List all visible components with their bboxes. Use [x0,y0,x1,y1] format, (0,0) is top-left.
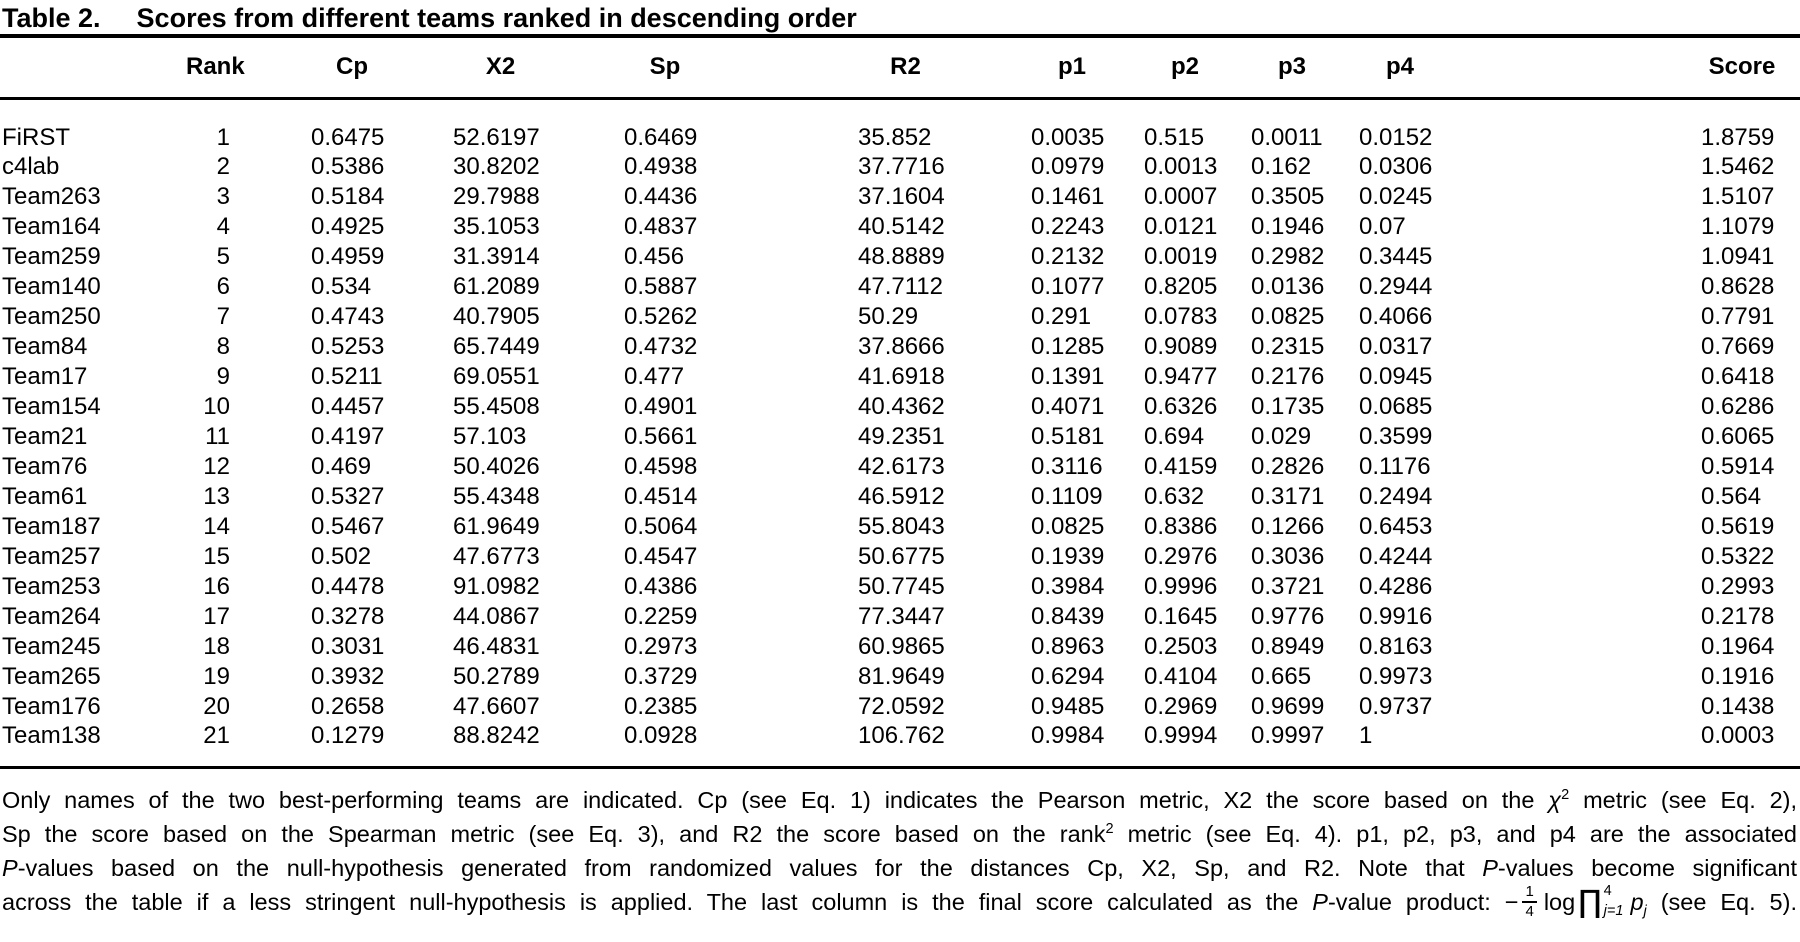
value-cell: 0.4386 [624,572,698,600]
value-cell: 60.9865 [858,632,945,660]
team-name-cell: Team154 [2,392,101,420]
value-cell: 0.4837 [624,212,698,240]
value-cell: 0.456 [624,242,685,270]
value-cell: 0.2826 [1251,452,1325,480]
value-cell: 0.9994 [1144,721,1218,749]
value-cell: 0.1266 [1251,512,1325,540]
value-cell: 81.9649 [858,662,945,690]
value-cell: 0.8963 [1031,632,1105,660]
value-cell: 11 [205,422,230,450]
value-cell: 46.4831 [453,632,540,660]
formula-product: ∏ 4 j=1 [1578,883,1624,920]
value-cell: 0.8205 [1144,272,1218,300]
value-cell: 50.29 [858,302,919,330]
value-cell: 0.2259 [624,602,698,630]
value-cell: 0.2976 [1144,542,1218,570]
table-title [0,0,1800,34]
value-cell: 52.6197 [453,123,540,151]
table-row [0,332,1800,362]
team-name-cell: Team17 [2,362,88,390]
value-cell: 0.534 [311,272,372,300]
value-cell: 0.3721 [1251,572,1325,600]
column-header-p3: p3 [1238,36,1346,98]
value-cell: 0.2982 [1251,242,1325,270]
footnote-line: Only names of the two best-performing teams are indicated. Cp (see Eq. 1) indicates the Pearson metric, X2 the score based on the $\chi^2$ metric (see Eq. 2), [2,786,1797,813]
team-name-cell: Team61 [2,482,88,510]
team-name-cell: Team164 [2,212,101,240]
value-cell: 0.0035 [1031,123,1105,151]
value-cell: 0.5211 [311,362,383,390]
table-row [0,632,1800,662]
team-name-cell: Team187 [2,512,101,540]
team-name-cell: c4lab [2,152,60,180]
table-caption: Scores from different teams ranked in descending order [136,3,857,33]
value-cell: 0.3505 [1251,182,1325,210]
table-row [0,452,1800,482]
value-cell: 6 [216,272,230,300]
value-cell: 0.0245 [1359,182,1433,210]
value-cell: 55.4508 [453,392,540,420]
value-cell: 0.1438 [1701,692,1775,720]
value-cell: 0.6286 [1701,392,1775,420]
table-row [0,722,1800,768]
table-row [0,392,1800,422]
footnote-line: Sp the score based on the Spearman metric (see Eq. 3), and R2 the score based on the rank$^2$ metric (see Eq. 4). p1, p2, p3, and p4 are the associated [2,820,1797,847]
value-cell: 0.4514 [624,482,698,510]
value-cell: 0.1109 [1031,482,1103,510]
column-header-rank: Rank [186,36,271,98]
value-cell: 55.4348 [453,482,540,510]
value-cell: 1.5462 [1701,152,1775,180]
table-row [0,272,1800,302]
value-cell: 0.4286 [1359,572,1433,600]
team-name-cell: Team176 [2,692,101,720]
value-cell: 0.6294 [1031,662,1105,690]
value-cell: 0.6065 [1701,422,1775,450]
value-cell: 0.2178 [1701,602,1775,630]
team-name-cell: Team265 [2,662,101,690]
value-cell: 0.0007 [1144,182,1218,210]
value-cell: 0.1645 [1144,602,1218,630]
value-cell: 37.7716 [858,152,945,180]
value-cell: 0.4901 [624,392,698,420]
value-cell: 0.8949 [1251,632,1325,660]
value-cell: 0.0013 [1144,152,1218,180]
table-row [0,512,1800,542]
value-cell: 0.07 [1359,212,1406,240]
value-cell: 0.3932 [311,662,385,690]
value-cell: 0.0825 [1251,302,1325,330]
column-header-p4: p4 [1346,36,1571,98]
value-cell: 48.8889 [858,242,945,270]
value-cell: 0.5064 [624,512,698,540]
score-formula [1505,884,1647,920]
value-cell: 0.5327 [311,482,385,510]
column-header-score: Score [1571,36,1800,98]
value-cell: 0.5322 [1701,542,1775,570]
value-cell: 0.0011 [1251,123,1323,151]
value-cell: 0.3278 [311,602,385,630]
value-cell: 0.291 [1031,302,1092,330]
footnote-line: across the table if a less stringent null-hypothesis is applied. The last column is the final score calculated as the P-value product: − $\frac{1}{4}$ log ∏ 4 j=1 $p_j$ (see Eq. 5). [2,883,1797,921]
value-cell: 0.9916 [1359,602,1433,630]
value-cell: 0.1946 [1251,212,1325,240]
value-cell: 50.7745 [858,572,945,600]
value-cell: 0.1939 [1031,542,1105,570]
value-cell: 0.469 [311,452,372,480]
table-row [0,182,1800,212]
value-cell: 10 [203,392,230,420]
value-cell: 0.0003 [1701,721,1775,749]
value-cell: 9 [216,362,230,390]
formula-log: log [1543,888,1576,915]
value-cell: 0.1391 [1031,362,1105,390]
value-cell: 0.5914 [1701,452,1775,480]
value-cell: 0.1916 [1701,662,1775,690]
value-cell: 0.9984 [1031,721,1105,749]
value-cell: 0.1964 [1701,632,1775,660]
value-cell: 0.1176 [1359,452,1431,480]
value-cell: 0.4925 [311,212,385,240]
value-cell: 0.3445 [1359,242,1433,270]
value-cell: 0.0019 [1144,242,1218,270]
table-row [0,98,1800,152]
value-cell: 50.4026 [453,452,540,480]
value-cell: 0.4066 [1359,302,1433,330]
value-cell: 1.0941 [1701,242,1775,270]
value-cell: 5 [216,242,230,270]
value-cell: 0.5619 [1701,512,1775,540]
value-cell: 17 [203,602,230,630]
team-name-cell: Team140 [2,272,101,300]
value-cell: 0.4732 [624,332,698,360]
value-cell: 0.502 [311,542,372,570]
value-cell: 0.477 [624,362,685,390]
value-cell: 0.5386 [311,152,385,180]
value-cell: 29.7988 [453,182,540,210]
value-cell: 0.4478 [311,572,385,600]
value-cell: 0.0136 [1251,272,1325,300]
product-symbol: ∏ [1578,883,1602,920]
value-cell: 0.3171 [1251,482,1325,510]
value-cell: 1.8759 [1701,123,1775,151]
table-number-label: Table 2. [2,3,101,33]
value-cell: 0.6469 [624,123,698,151]
value-cell: 0.4938 [624,152,698,180]
value-cell: 0.5262 [624,302,698,330]
value-cell: 0.0306 [1359,152,1433,180]
value-cell: 0.0317 [1359,332,1433,360]
value-cell: 106.762 [858,721,945,749]
value-cell: 21 [203,721,230,749]
value-cell: 50.2789 [453,662,540,690]
value-cell: 30.8202 [453,152,540,180]
formula-p-term: $p_j$ [1630,888,1647,920]
value-cell: 37.1604 [858,182,945,210]
table-row [0,482,1800,512]
value-cell: 0.7669 [1701,332,1775,360]
formula-minus: − [1504,888,1519,915]
value-cell: 0.4743 [311,302,385,330]
value-cell: 0.2503 [1144,632,1218,660]
value-cell: 35.852 [858,123,932,151]
value-cell: 2 [216,152,230,180]
team-name-cell: FiRST [2,123,70,151]
value-cell: 0.2176 [1251,362,1325,390]
value-cell: 0.9776 [1251,602,1325,630]
team-name-cell: Team250 [2,302,101,330]
value-cell: 0.3599 [1359,422,1433,450]
value-cell: 0.5661 [624,422,698,450]
value-cell: 0.632 [1144,482,1205,510]
value-cell: 0.665 [1251,662,1312,690]
value-cell: 0.0152 [1359,123,1433,151]
value-cell: 8 [216,332,230,360]
value-cell: 0.5181 [1031,422,1105,450]
value-cell: 0.3036 [1251,542,1325,570]
table-header [0,36,1800,98]
table-row [0,242,1800,272]
value-cell: 0.4436 [624,182,698,210]
value-cell: 69.0551 [453,362,540,390]
footnote-line: P-values based on the null-hypothesis generated from randomized values for the distances Cp, X2, Sp, and R2. Note that P-values become significant [2,854,1797,881]
value-cell: 0.2315 [1251,332,1325,360]
value-cell: 0.3729 [624,662,698,690]
column-header-team [0,36,186,98]
value-cell: 0.2494 [1359,482,1433,510]
value-cell: 0.9089 [1144,332,1218,360]
value-cell: 0.2243 [1031,212,1105,240]
formula-fraction: $\frac{1}{4}$ [1522,884,1536,920]
value-cell: 0.1077 [1031,272,1105,300]
value-cell: 40.5142 [858,212,945,240]
value-cell: 0.2944 [1359,272,1433,300]
value-cell: 0.6453 [1359,512,1433,540]
column-header-p2: p2 [1128,36,1238,98]
table-row [0,212,1800,242]
value-cell: 0.8628 [1701,272,1775,300]
team-name-cell: Team138 [2,721,101,749]
value-cell: 0.1461 [1031,182,1105,210]
value-cell: 46.5912 [858,482,945,510]
value-cell: 0.9973 [1359,662,1433,690]
team-name-cell: Team257 [2,542,101,570]
value-cell: 0.4959 [311,242,385,270]
column-header-x2: X2 [423,36,586,98]
value-cell: 0.4244 [1359,542,1433,570]
value-cell: 0.9737 [1359,692,1433,720]
value-cell: 1 [1359,721,1373,749]
value-cell: 77.3447 [858,602,945,630]
value-cell: 0.3116 [1031,452,1103,480]
value-cell: 0.2993 [1701,572,1775,600]
column-header-p1: p1 [992,36,1128,98]
value-cell: 0.5467 [311,512,385,540]
value-cell: 0.8386 [1144,512,1218,540]
value-cell: 50.6775 [858,542,945,570]
value-cell: 41.6918 [858,362,945,390]
value-cell: 0.5253 [311,332,385,360]
table-row [0,692,1800,722]
value-cell: 0.4547 [624,542,698,570]
value-cell: 47.6607 [453,692,540,720]
value-cell: 16 [203,572,230,600]
value-cell: 15 [203,542,230,570]
value-cell: 0.1735 [1251,392,1325,420]
value-cell: 0.9996 [1144,572,1218,600]
value-cell: 0.2658 [311,692,385,720]
value-cell: 13 [203,482,230,510]
value-cell: 35.1053 [453,212,540,240]
value-cell: 0.2132 [1031,242,1105,270]
team-name-cell: Team21 [2,422,88,450]
value-cell: 40.4362 [858,392,945,420]
value-cell: 0.6326 [1144,392,1218,420]
value-cell: 4 [216,212,230,240]
value-cell: 0.3984 [1031,572,1105,600]
table-header-row [0,36,1800,98]
value-cell: 1 [216,123,230,151]
value-cell: 31.3914 [453,242,540,270]
team-name-cell: Team76 [2,452,88,480]
value-cell: 0.2973 [624,632,698,660]
value-cell: 3 [216,182,230,210]
value-cell: 42.6173 [858,452,945,480]
value-cell: 0.8163 [1359,632,1433,660]
value-cell: 14 [203,512,230,540]
value-cell: 0.0945 [1359,362,1433,390]
value-cell: 19 [203,662,230,690]
team-name-cell: Team263 [2,182,101,210]
value-cell: 0.5184 [311,182,385,210]
team-name-cell: Team84 [2,332,88,360]
team-name-cell: Team253 [2,572,101,600]
value-cell: 0.4159 [1144,452,1218,480]
value-cell: 40.7905 [453,302,540,330]
value-cell: 0.0825 [1031,512,1105,540]
value-cell: 0.9477 [1144,362,1218,390]
value-cell: 0.4598 [624,452,698,480]
table-row [0,302,1800,332]
value-cell: 0.7791 [1701,302,1775,330]
value-cell: 0.564 [1701,482,1762,510]
value-cell: 0.5887 [624,272,698,300]
table-row [0,542,1800,572]
table-row [0,602,1800,632]
value-cell: 0.4197 [311,422,385,450]
value-cell: 0.6418 [1701,362,1775,390]
team-name-cell: Team259 [2,242,101,270]
value-cell: 0.9485 [1031,692,1105,720]
value-cell: 0.2385 [624,692,698,720]
table-row [0,362,1800,392]
value-cell: 47.7112 [858,272,943,300]
value-cell: 0.1279 [311,721,385,749]
value-cell: 65.7449 [453,332,540,360]
value-cell: 0.4071 [1031,392,1105,420]
team-name-cell: Team264 [2,602,101,630]
value-cell: 0.4104 [1144,662,1218,690]
value-cell: 0.515 [1144,123,1205,151]
value-cell: 88.8242 [453,721,540,749]
column-header-cp: Cp [271,36,423,98]
footnote [0,783,1800,922]
value-cell: 1.1079 [1701,212,1775,240]
value-cell: 44.0867 [453,602,540,630]
value-cell: 47.6773 [453,542,540,570]
table-row [0,662,1800,692]
value-cell: 0.0685 [1359,392,1433,420]
value-cell: 0.029 [1251,422,1312,450]
value-cell: 0.694 [1144,422,1205,450]
column-header-sp: Sp [586,36,782,98]
table-row [0,422,1800,452]
value-cell: 12 [203,452,230,480]
value-cell: 61.9649 [453,512,540,540]
column-header-r2: R2 [782,36,992,98]
table-row [0,152,1800,182]
value-cell: 0.9997 [1251,721,1325,749]
value-cell: 0.4457 [311,392,385,420]
value-cell: 18 [203,632,230,660]
value-cell: 49.2351 [858,422,945,450]
value-cell: 0.2969 [1144,692,1218,720]
team-name-cell: Team245 [2,632,101,660]
value-cell: 0.6475 [311,123,385,151]
scores-table [0,34,1800,769]
value-cell: 0.0783 [1144,302,1218,330]
value-cell: 0.1285 [1031,332,1105,360]
value-cell: 61.2089 [453,272,540,300]
table-row [0,572,1800,602]
value-cell: 72.0592 [858,692,945,720]
value-cell: 57.103 [453,422,527,450]
value-cell: 0.162 [1251,152,1312,180]
value-cell: 1.5107 [1701,182,1775,210]
value-cell: 0.0928 [624,721,698,749]
value-cell: 0.3031 [311,632,385,660]
value-cell: 91.0982 [453,572,540,600]
table-body [0,98,1800,767]
value-cell: 55.8043 [858,512,945,540]
value-cell: 20 [203,692,230,720]
value-cell: 37.8666 [858,332,945,360]
value-cell: 0.9699 [1251,692,1325,720]
value-cell: 0.8439 [1031,602,1105,630]
value-cell: 7 [216,302,230,330]
value-cell: 0.0979 [1031,152,1105,180]
value-cell: 0.0121 [1144,212,1218,240]
